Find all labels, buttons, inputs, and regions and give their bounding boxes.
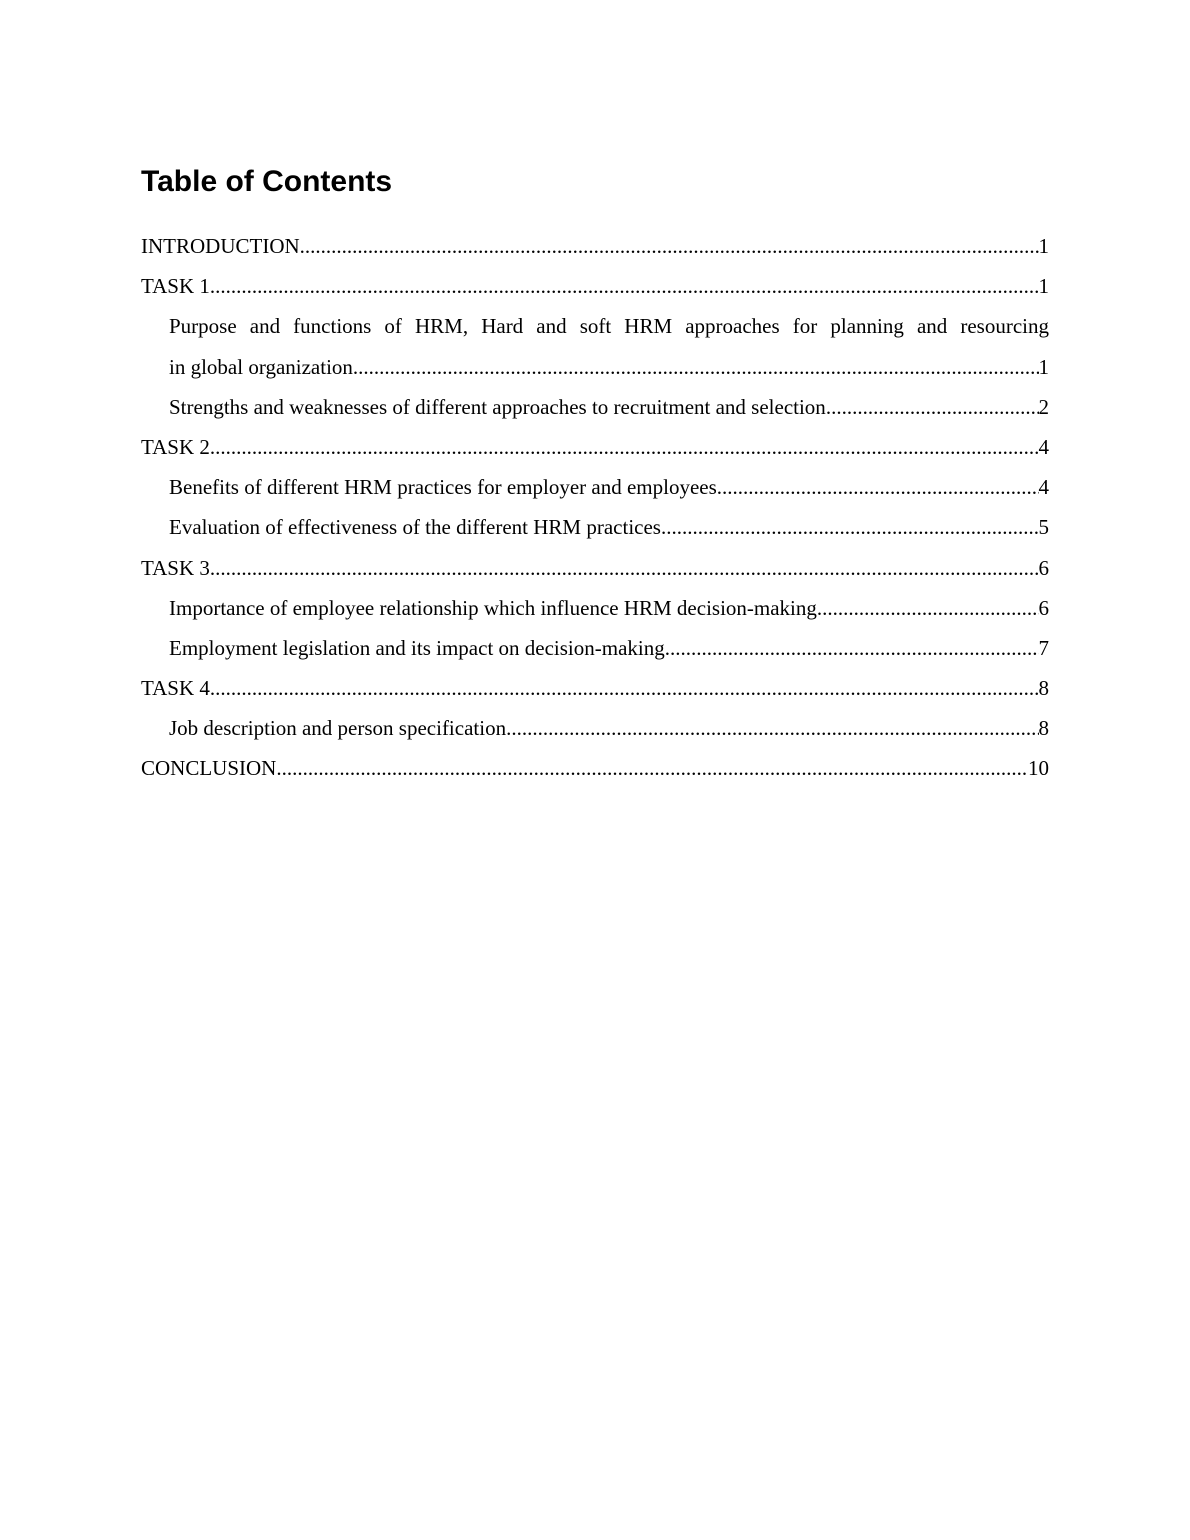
dot-leader xyxy=(210,427,1039,467)
toc-heading: Table of Contents xyxy=(141,165,393,198)
toc-entry-label: TASK 1 xyxy=(141,274,210,299)
dot-leader xyxy=(353,347,1039,387)
dot-leader xyxy=(506,708,1038,748)
toc-entry-label-line-1: Purpose and functions of HRM, Hard and soft HRM approaches for planning and resourcing xyxy=(169,314,1049,339)
dot-leader xyxy=(717,467,1039,507)
dot-leader xyxy=(661,507,1039,547)
toc-page-number: 6 xyxy=(1038,595,1049,620)
toc-entry-evaluation-of-effectiveness[interactable] xyxy=(141,507,1049,547)
toc-entry-conclusion[interactable] xyxy=(141,748,1049,788)
toc-entry-label: Strengths and weaknesses of different approaches to recruitment and selection xyxy=(169,394,826,419)
toc-entry-task-1[interactable] xyxy=(141,266,1049,306)
toc-page-number: 8 xyxy=(1038,676,1049,701)
toc-page-number: 1 xyxy=(1038,354,1049,379)
toc-entry-label: Benefits of different HRM practices for employer and employees xyxy=(169,475,717,500)
toc-entry-job-description[interactable] xyxy=(141,708,1049,748)
dot-leader xyxy=(210,266,1039,306)
toc-entry-label: Evaluation of effectiveness of the different HRM practices xyxy=(169,515,661,540)
toc-page-number: 1 xyxy=(1038,274,1049,299)
toc-entry-label: Employment legislation and its impact on decision-making xyxy=(169,635,665,660)
toc-page-number: 10 xyxy=(1028,756,1049,781)
toc-page-number: 4 xyxy=(1038,434,1049,459)
dot-leader xyxy=(210,548,1039,588)
toc-entry-employment-legislation[interactable] xyxy=(141,628,1049,668)
toc-entry-importance-of-employee-relationship[interactable] xyxy=(141,588,1049,628)
toc-entry-task-2[interactable] xyxy=(141,427,1049,467)
toc-entry-label: TASK 2 xyxy=(141,434,210,459)
dot-leader xyxy=(300,226,1039,266)
toc-entry-label: CONCLUSION xyxy=(141,756,277,781)
toc-entry-label: INTRODUCTION xyxy=(141,234,300,258)
toc-entry-label: TASK 4 xyxy=(141,676,210,701)
toc-entry-label: Importance of employee relationship which influence HRM decision-making xyxy=(169,595,817,620)
toc-page-number: 7 xyxy=(1038,635,1049,660)
toc-entry-purpose-and-functions-of-hrm[interactable] xyxy=(141,306,1049,386)
dot-leader xyxy=(276,748,1028,788)
toc-page-number: 8 xyxy=(1038,716,1049,741)
toc-page-number: 2 xyxy=(1038,394,1049,419)
toc-entry-introduction[interactable] xyxy=(141,226,1049,266)
dot-leader xyxy=(210,668,1039,708)
toc-entry-label: Job description and person specification xyxy=(169,716,507,741)
toc-entry-label: TASK 3 xyxy=(141,555,210,580)
toc-entry-task-4[interactable] xyxy=(141,668,1049,708)
document-page xyxy=(141,160,1049,789)
toc-entry-task-3[interactable] xyxy=(141,548,1049,588)
toc-page-number: 6 xyxy=(1038,555,1049,580)
toc-page-number: 1 xyxy=(1038,234,1049,258)
toc-page-number: 5 xyxy=(1038,515,1049,540)
dot-leader xyxy=(826,387,1039,427)
toc-list xyxy=(141,226,1049,789)
toc-entry-label-line-2: in global organization xyxy=(169,354,353,379)
toc-page-number: 4 xyxy=(1038,475,1049,500)
toc-entry-benefits-of-hrm-practices[interactable] xyxy=(141,467,1049,507)
dot-leader xyxy=(817,588,1039,628)
dot-leader xyxy=(665,628,1039,668)
toc-entry-strengths-and-weaknesses[interactable] xyxy=(141,387,1049,427)
